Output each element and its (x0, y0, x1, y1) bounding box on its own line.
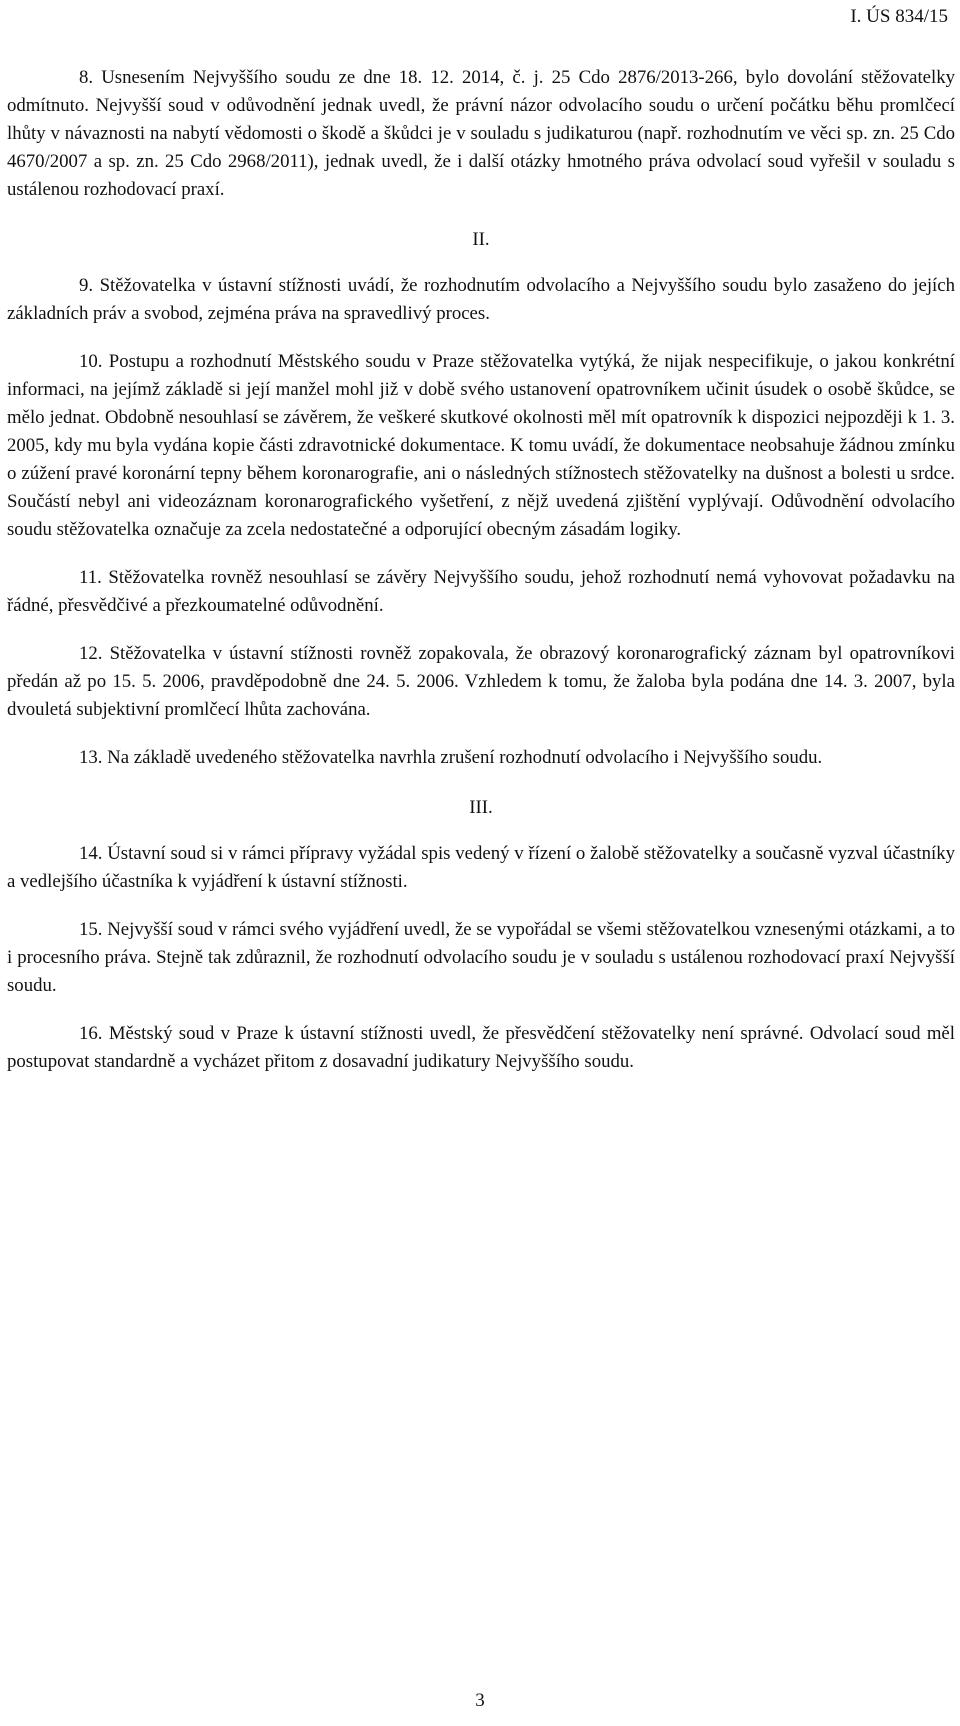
paragraph-13: 13. Na základě uvedeného stěžovatelka navrhla zrušení rozhodnutí odvolacího i Nejvyššího soudu. (79, 747, 823, 768)
paragraph-16: 16. Městský soud v Praze k ústavní stížnosti uvedl, že přesvědčení stěžovatelky není správné. Odvolací soud měl postupovat standardně a vycházet přitom z dosavadní judikatury Nejvyššího soudu. (7, 1023, 955, 1072)
section-heading-ii: II. (472, 229, 490, 250)
case-reference: I. ÚS 834/15 (850, 6, 948, 27)
paragraph-8: 8. Usnesením Nejvyššího soudu ze dne 18. 12. 2014, č. j. 25 Cdo 2876/2013-266, bylo dovolání stěžovatelky odmítnuto. Nejvyšší soud v odůvodnění jednak uvedl, že právní názor odvolacího soudu o určení počátku běhu promlčecí lhůty v návaznosti na nabytí vědomosti o škodě a škůdci je v souladu s judikaturou (např. rozhodnutím ve věci sp. zn. 25 Cdo 4670/2007 a sp. zn. 25 Cdo 2968/2011), jednak uvedl, že i další otázky hmotného práva odvolací soud vyřešil v souladu s ustálenou rozhodovací praxí. (7, 67, 955, 200)
paragraph-9: 9. Stěžovatelka v ústavní stížnosti uvádí, že rozhodnutím odvolacího a Nejvyššího soudu bylo zasaženo do jejích základních práv a svobod, zejména práva na spravedlivý proces. (7, 275, 955, 324)
paragraph-14: 14. Ústavní soud si v rámci přípravy vyžádal spis vedený v řízení o žalobě stěžovatelky a současně vyzval účastníky a vedlejšího účastníka k vyjádření k ústavní stížnosti. (7, 843, 955, 892)
paragraph-12: 12. Stěžovatelka v ústavní stížnosti rovněž zopakovala, že obrazový koronarografický záznam byl opatrovníkovi předán až po 15. 5. 2006, pravděpodobně dne 24. 5. 2006. Vzhledem k tomu, že žaloba byla podána dne 14. 3. 2007, byla dvouletá subjektivní promlčecí lhůta zachována. (7, 643, 955, 720)
section-heading-iii: III. (469, 797, 493, 818)
paragraph-10: 10. Postupu a rozhodnutí Městského soudu v Praze stěžovatelka vytýká, že nijak nespecifikuje, o jakou konkrétní informaci, na jejímž základě si její manžel mohl již v době svého ustanovení opatrovníkem učinit úsudek o osobě škůdce, se mělo jednat. Obdobně nesouhlasí se závěrem, že veškeré skutkové okolnosti měl mít opatrovník k dispozici nejpozději k 1. 3. 2005, kdy mu byla vydána kopie části zdravotnické dokumentace. K tomu uvádí, že dokumentace neobsahuje žádnou zmínku o zúžení pravé koronární tepny během koronarografie, ani o následných stížnostech stěžovatelky na dušnost a bolesti u srdce. Součástí nebyl ani videozáznam koronarografického vyšetření, z nějž uvedená zjištění vyplývají. Odůvodnění odvolacího soudu stěžovatelka označuje za zcela nedostatečné a odporující obecným zásadám logiky. (7, 351, 955, 540)
page-number: 3 (475, 1690, 485, 1711)
paragraph-15: 15. Nejvyšší soud v rámci svého vyjádření uvedl, že se vypořádal se všemi stěžovatelkou vznesenými otázkami, a to i procesního práva. Stejně tak zdůraznil, že rozhodnutí odvolacího soudu je v souladu s ustálenou rozhodovací praxí Nejvyšší soudu. (7, 919, 955, 996)
document-body (7, 64, 955, 1076)
paragraph-11: 11. Stěžovatelka rovněž nesouhlasí se závěry Nejvyššího soudu, jehož rozhodnutí nemá vyhovovat požadavku na řádné, přesvědčivé a přezkoumatelné odůvodnění. (7, 567, 955, 616)
